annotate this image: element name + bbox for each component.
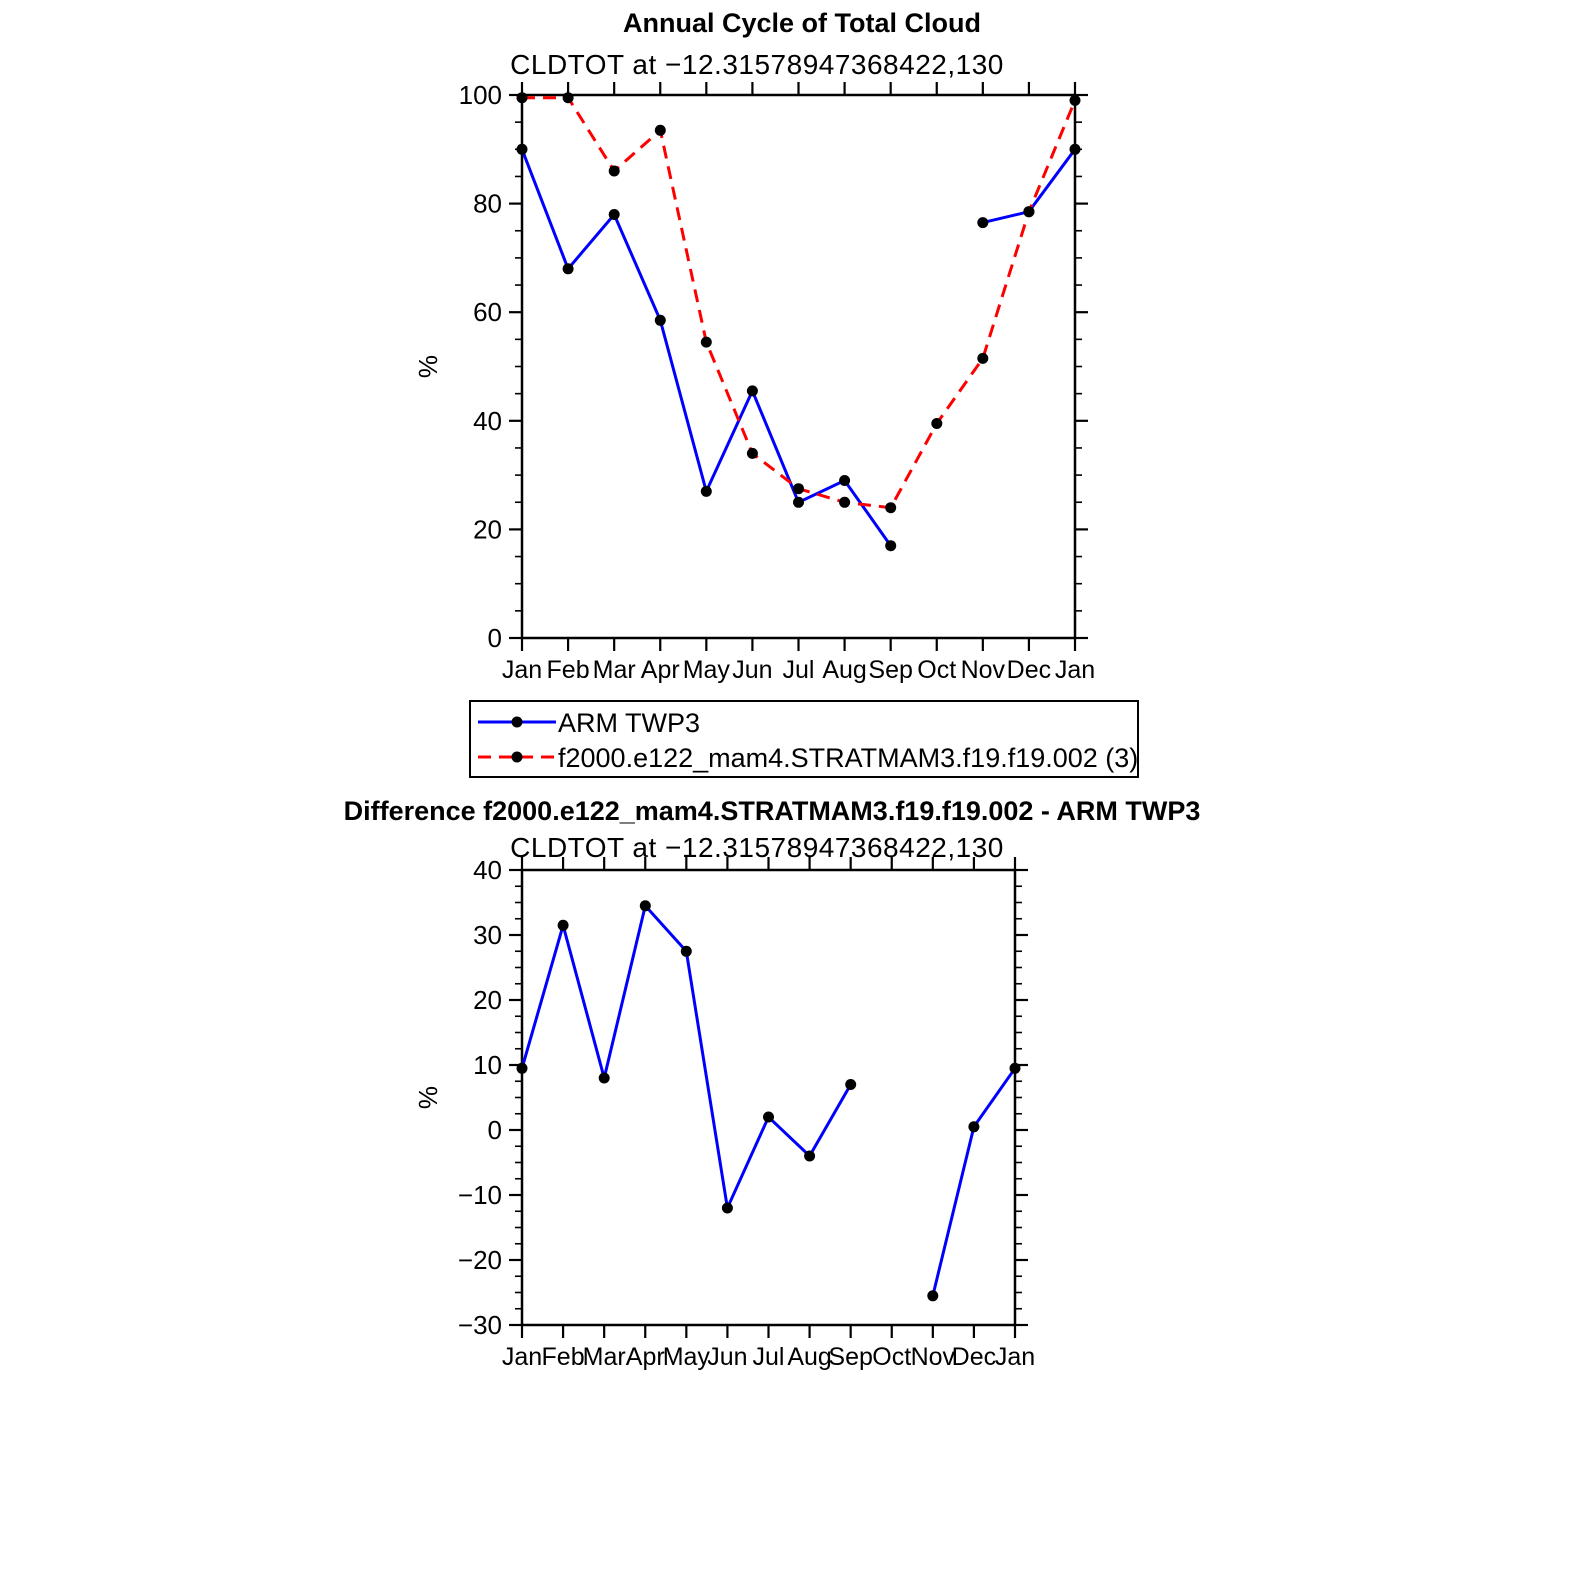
x-tick-label: Nov — [960, 656, 1006, 684]
x-tick-label: Feb — [546, 656, 590, 684]
y-tick-label: 60 — [473, 297, 502, 328]
x-tick-label: Aug — [822, 656, 867, 684]
data-point-marker — [1010, 1063, 1021, 1074]
top-plot-area — [413, 80, 1095, 684]
data-point-marker — [599, 1073, 610, 1084]
data-point-marker — [517, 144, 528, 155]
y-tick-label: −20 — [457, 1245, 502, 1275]
data-point-marker — [977, 353, 988, 364]
data-point-marker — [558, 920, 569, 931]
data-point-marker — [681, 946, 692, 957]
x-tick-label: May — [682, 656, 730, 684]
data-point-marker — [839, 475, 850, 486]
data-point-marker — [722, 1203, 733, 1214]
x-tick-label: Nov — [910, 1343, 956, 1371]
data-point-marker — [885, 540, 896, 551]
plot-frame — [522, 95, 1075, 638]
x-tick-label: Mar — [592, 656, 636, 684]
legend — [470, 701, 1138, 777]
y-axis-title: % — [413, 1085, 443, 1110]
bottom-plot-area — [413, 855, 1035, 1371]
x-tick-label: Jun — [732, 656, 773, 684]
legend-sample-marker — [512, 717, 523, 728]
y-tick-label: 10 — [473, 1050, 502, 1080]
top-chart-subtitle: CLDTOT at −12.31578947368422,130 — [510, 49, 1004, 80]
series-line — [522, 906, 1015, 1296]
x-tick-label: Jul — [752, 1343, 785, 1371]
y-tick-label: 0 — [487, 1115, 502, 1145]
x-tick-label: Jan — [501, 656, 543, 684]
x-tick-label: Jan — [501, 1343, 543, 1371]
x-tick-label: Apr — [640, 656, 680, 684]
y-tick-label: 40 — [473, 855, 502, 885]
legend-line-sample-arm-twp3 — [478, 717, 556, 728]
data-point-marker — [609, 209, 620, 220]
series-line — [522, 98, 1075, 508]
x-tick-label: Apr — [625, 1343, 665, 1371]
y-tick-label: −10 — [457, 1180, 502, 1210]
y-tick-label: 20 — [473, 985, 502, 1015]
data-point-marker — [804, 1151, 815, 1162]
data-point-marker — [701, 337, 712, 348]
data-point-marker — [968, 1121, 979, 1132]
x-tick-label: Oct — [917, 656, 957, 684]
x-tick-label: Jan — [1054, 656, 1096, 684]
data-point-marker — [655, 315, 666, 326]
x-tick-label: Sep — [828, 1343, 873, 1371]
legend-label-model-run: f2000.e122_mam4.STRATMAM3.f19.f19.002 (3) — [558, 743, 1139, 773]
data-point-marker — [747, 448, 758, 459]
data-point-marker — [793, 497, 804, 508]
top-chart-title: Annual Cycle of Total Cloud — [622, 8, 982, 38]
data-point-marker — [885, 502, 896, 513]
data-point-marker — [1023, 206, 1034, 217]
y-tick-label: −30 — [457, 1310, 502, 1340]
x-tick-label: Jun — [707, 1343, 748, 1371]
data-point-marker — [839, 497, 850, 508]
x-tick-label: Oct — [872, 1343, 912, 1371]
data-point-marker — [1070, 144, 1081, 155]
data-point-marker — [747, 385, 758, 396]
x-tick-label: May — [662, 1343, 710, 1371]
x-tick-label: Jan — [994, 1343, 1036, 1371]
data-point-marker — [655, 125, 666, 136]
data-point-marker — [931, 418, 942, 429]
x-tick-label: Jul — [782, 656, 815, 684]
data-point-marker — [701, 486, 712, 497]
data-point-marker — [927, 1290, 938, 1301]
x-tick-label: Aug — [787, 1343, 832, 1371]
bottom-chart-title: Difference f2000.e122_mam4.STRATMAM3.f19.f19.002 - ARM TWP3 — [343, 796, 1201, 826]
bottom-chart-subtitle: CLDTOT at −12.31578947368422,130 — [510, 832, 1004, 863]
y-tick-label: 40 — [473, 405, 502, 436]
data-point-marker — [640, 900, 651, 911]
data-point-marker — [1070, 95, 1081, 106]
x-tick-label: Dec — [1006, 656, 1052, 684]
y-tick-label: 0 — [487, 623, 502, 653]
y-axis-title: % — [413, 354, 443, 379]
data-point-marker — [609, 166, 620, 177]
legend-line-sample-model-run — [478, 752, 556, 763]
data-point-marker — [845, 1079, 856, 1090]
legend-label-arm-twp3: ARM TWP3 — [558, 708, 701, 738]
data-point-marker — [563, 92, 574, 103]
x-tick-label: Feb — [541, 1343, 585, 1371]
x-tick-label: Sep — [868, 656, 913, 684]
y-tick-label: 80 — [473, 188, 502, 219]
data-point-marker — [977, 217, 988, 228]
x-tick-label: Dec — [951, 1343, 997, 1371]
y-tick-label: 20 — [473, 514, 502, 545]
y-tick-label: 30 — [473, 920, 502, 950]
data-point-marker — [563, 263, 574, 274]
x-tick-label: Mar — [582, 1343, 626, 1371]
legend-sample-marker — [512, 752, 523, 763]
data-point-marker — [517, 92, 528, 103]
data-point-marker — [517, 1063, 528, 1074]
y-tick-label: 100 — [458, 80, 502, 110]
data-point-marker — [763, 1112, 774, 1123]
data-point-marker — [793, 483, 804, 494]
